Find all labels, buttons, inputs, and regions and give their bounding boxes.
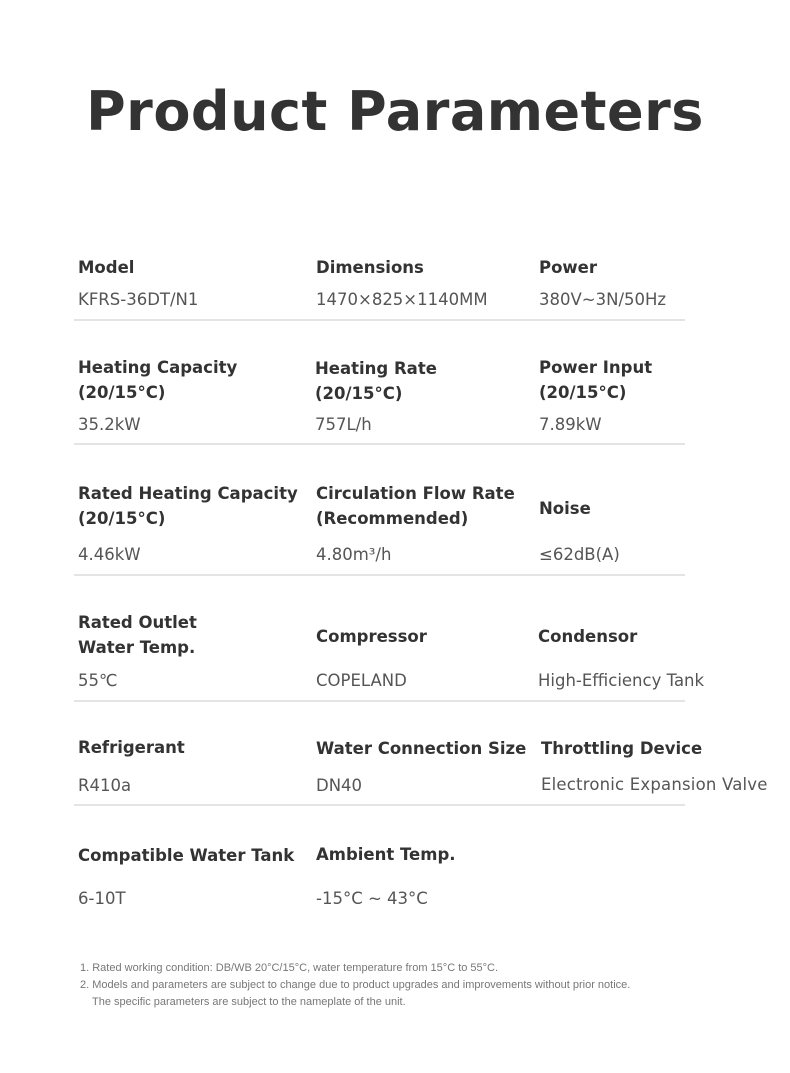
param-value: 4.80m³/h — [316, 545, 392, 564]
params-row — [74, 735, 768, 806]
param-value: High-Efficiency Tank — [538, 671, 705, 690]
param-label: Power Input — [539, 358, 653, 377]
footnote: The specific parameters are subject to the nameplate of the unit. — [92, 996, 406, 1008]
param-label: (20/15°C) — [78, 509, 166, 528]
param-label: Power — [539, 258, 597, 277]
param-label: Model — [78, 258, 135, 277]
footnotes — [80, 960, 760, 1011]
param-value: ≤62dB(A) — [539, 545, 620, 564]
param-value: 7.89kW — [539, 415, 602, 434]
param-value: 35.2kW — [78, 415, 141, 434]
param-label: Condensor — [538, 627, 638, 646]
param-label: Rated Outlet — [78, 613, 197, 632]
param-value: 55℃ — [78, 671, 118, 690]
param-label: Water Connection Size — [316, 739, 527, 758]
param-value: 1470×825×1140MM — [316, 290, 488, 309]
param-label: Heating Rate — [315, 359, 437, 378]
param-label: Heating Capacity — [78, 358, 238, 377]
params-row — [74, 355, 685, 445]
footnote: 1. Rated working condition: DB/WB 20°C/15°C, water temperature from 15°C to 55°C. — [80, 962, 499, 974]
param-label: Ambient Temp. — [316, 845, 456, 864]
param-label: Noise — [539, 499, 591, 518]
param-label: Dimensions — [316, 258, 424, 277]
param-label: Compatible Water Tank — [78, 846, 295, 865]
param-label: (20/15°C) — [539, 383, 627, 402]
param-label: Rated Heating Capacity — [78, 484, 298, 503]
param-label: (Recommended) — [316, 509, 469, 528]
param-label: Compressor — [316, 627, 427, 646]
param-value: DN40 — [316, 776, 363, 795]
param-value: Electronic Expansion Valve — [541, 775, 768, 794]
param-value: -15°C ~ 43°C — [316, 889, 428, 908]
param-value: 4.46kW — [78, 545, 141, 564]
params-row — [74, 610, 705, 702]
param-value: 6-10T — [78, 889, 126, 908]
param-value: COPELAND — [316, 671, 407, 690]
params-row — [74, 255, 685, 321]
footnote: 2. Models and parameters are subject to change due to product upgrades and improvements without prior notice. — [80, 979, 631, 991]
page-title: Product Parameters — [86, 80, 704, 143]
param-value: R410a — [78, 776, 132, 795]
param-value: KFRS-36DT/N1 — [78, 290, 199, 309]
param-label: Throttling Device — [541, 739, 703, 758]
param-value: 380V~3N/50Hz — [539, 290, 667, 309]
param-label: Refrigerant — [78, 738, 185, 757]
params-row — [74, 842, 685, 912]
params-row — [74, 481, 685, 576]
param-label: (20/15°C) — [315, 384, 403, 403]
param-label: (20/15°C) — [78, 383, 166, 402]
param-label: Water Temp. — [78, 638, 196, 657]
param-value: 757L/h — [315, 415, 372, 434]
param-label: Circulation Flow Rate — [316, 484, 515, 503]
